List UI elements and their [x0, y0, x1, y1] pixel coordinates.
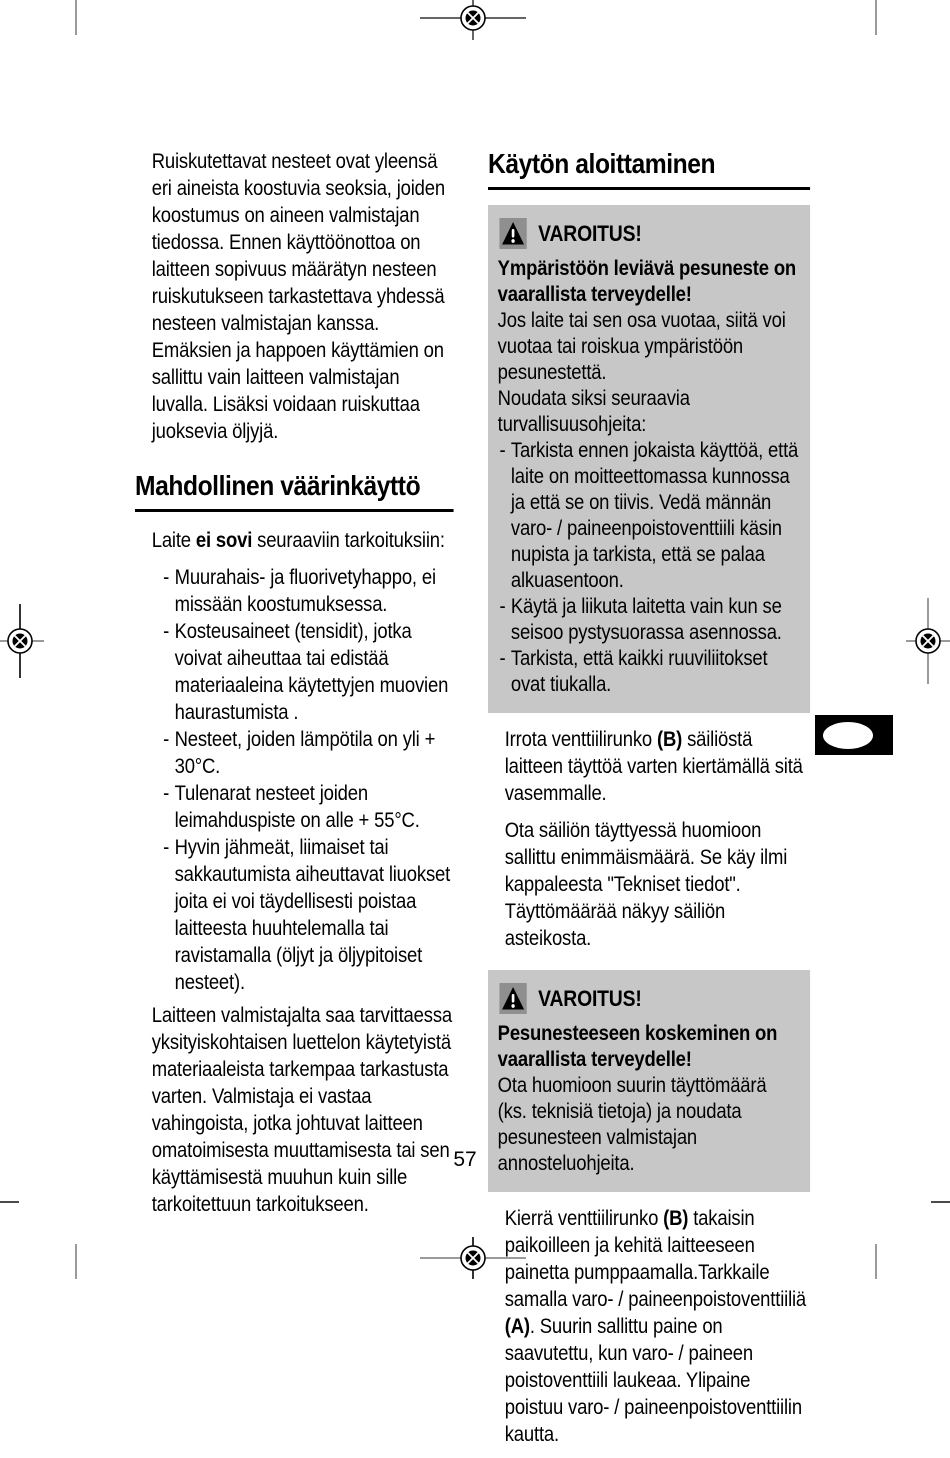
list-item: - Hyvin jähmeät, liimaiset tai sakkautumista aiheuttavat liuokset joita ei voi täydellisesti poistaa laitteesta huuhtelemalla tai ravistamalla (öljyt ja öljypitoiset nesteet).: [163, 836, 451, 994]
warning-icon: [499, 218, 526, 249]
list-item: - Nesteet, joiden lämpötila on yli + 30°C.: [163, 728, 436, 778]
fold-mark: [931, 1201, 950, 1203]
crop-mark: [875, 0, 877, 35]
intro-paragraph: Ruiskutettavat nesteet ovat yleensä eri aineista koostuvia seoksia, joiden koostumus on aineen valmistajan tiedossa. Ennen käyttöönottoa on laitteen sopivuus määrätyn nesteen ruiskutukseen tarkastettava yhdessä nesteen valmistajan kanssa. Emäksien ja happoen käyttämien on sallittu vain laitteen valmistajan luvalla. Lisäksi voidaan ruiskuttaa juoksevia öljyjä.: [151, 150, 445, 443]
section-title-getting-started: Käytön aloittaminen: [488, 148, 810, 190]
pressure-build-paragraph: Kierrä venttiilirunko (B) takaisin paikoilleen ja kehitä laitteeseen painetta pumppaamalla.Tarkkaile samalla varo- / paineenpoistoventtiiliä (A). Suurin sallittu paine on saavutettu, kun varo- / paineen poistoventtiili laukeaa. Ylipaine poistuu varo- / paineenpoistoventtiilin kautta.: [504, 1207, 807, 1446]
warning-icon: [499, 983, 526, 1014]
closing-paragraph: Laitteen valmistajalta saa tarvittaessa yksityiskohtaisen luettelon käytetyistä materiaaleista tarkempaa tarkastusta varten. Valmistaja ei vastaa vahingoista, jotka johtuvat laitteen omatoimisesta muuttamisesta tai sen käyttämisestä muuhun kuin sille tarkoitettuun tarkoitukseen.: [151, 1004, 452, 1216]
usage-intro: Laite ei sovi seuraaviin tarkoituksiin:: [151, 529, 445, 552]
warning-box-environment: [488, 205, 810, 713]
list-item: - Kosteusaineet (tensidit), jotka voivat aiheuttaa tai edistää materiaaleina käytettyjen muovien haurastumista .: [163, 620, 449, 724]
warning-title: Ympäristöön leviävä pesuneste on vaarallista terveydelle!: [497, 257, 797, 306]
safety-instruction-list: [498, 438, 801, 698]
thumb-tab-marker: [815, 715, 893, 755]
warning-label: VAROITUS!: [538, 985, 642, 1011]
fold-mark: [0, 1201, 19, 1203]
warning-title: Pesunesteeseen koskeminen on vaarallista terveydelle!: [497, 1022, 778, 1071]
list-item: - Tarkista ennen jokaista käyttöä, että laite on moitteettomassa kunnossa ja että se on tiivis. Vedä männän varo- / paineenpoistoventtiili käsin nupista ja tarkista, että se palaa alkuasentoon.: [499, 439, 799, 592]
section-title-misuse: Mahdollinen väärinkäyttö: [135, 470, 454, 512]
ellipse-cutout: [823, 722, 873, 749]
valve-remove-paragraph: Irrota venttiilirunko (B) säiliöstä laitteen täyttöä varten kiertämällä sitä vasemmalle.: [504, 728, 803, 805]
registration-mark-icon: [420, 1237, 526, 1279]
left-column: [135, 148, 454, 1228]
list-item: - Muurahais- ja fluorivetyhappo, ei missään koostumuksessa.: [163, 566, 436, 616]
not-suitable-list: [135, 564, 454, 996]
crop-mark: [75, 1244, 77, 1279]
registration-mark-icon: [420, 0, 526, 40]
list-item: - Käytä ja liikuta laitetta vain kun se seisoo pystysuorassa asennossa.: [499, 595, 782, 644]
warning-body-line-2: Noudata siksi seuraavia turvallisuusohjeita:: [497, 387, 690, 436]
registration-mark-icon: [0, 604, 44, 678]
warning-header: [499, 218, 800, 249]
crop-mark: [875, 1244, 877, 1279]
warning-label: VAROITUS!: [538, 220, 642, 246]
list-item: - Tarkista, että kaikki ruuviliitokset ovat tiukalla.: [499, 647, 768, 696]
crop-mark: [75, 0, 77, 35]
warning-body: Ota huomioon suurin täyttömäärä (ks. teknisiä tietoja) ja noudata pesunesteen valmistajan annosteluohjeita.: [497, 1074, 767, 1175]
fill-level-paragraph: Ota säiliön täyttyessä huomioon sallittu enimmäismäärä. Se käy ilmi kappaleesta "Tekniset tiedot". Täyttömäärää näkyy säiliön asteikosta.: [504, 819, 788, 950]
list-item: - Tulenarat nesteet joiden leimahduspiste on alle + 55°C.: [163, 782, 420, 832]
warning-header: [499, 983, 800, 1014]
warning-box-contact: [488, 970, 810, 1192]
registration-mark-icon: [900, 598, 950, 684]
page-number: 57: [453, 1148, 477, 1171]
right-column: [488, 148, 810, 1458]
warning-body-line-1: Jos laite tai sen osa vuotaa, siitä voi vuotaa tai roiskua ympäristöön pesunestettä.: [497, 309, 786, 384]
